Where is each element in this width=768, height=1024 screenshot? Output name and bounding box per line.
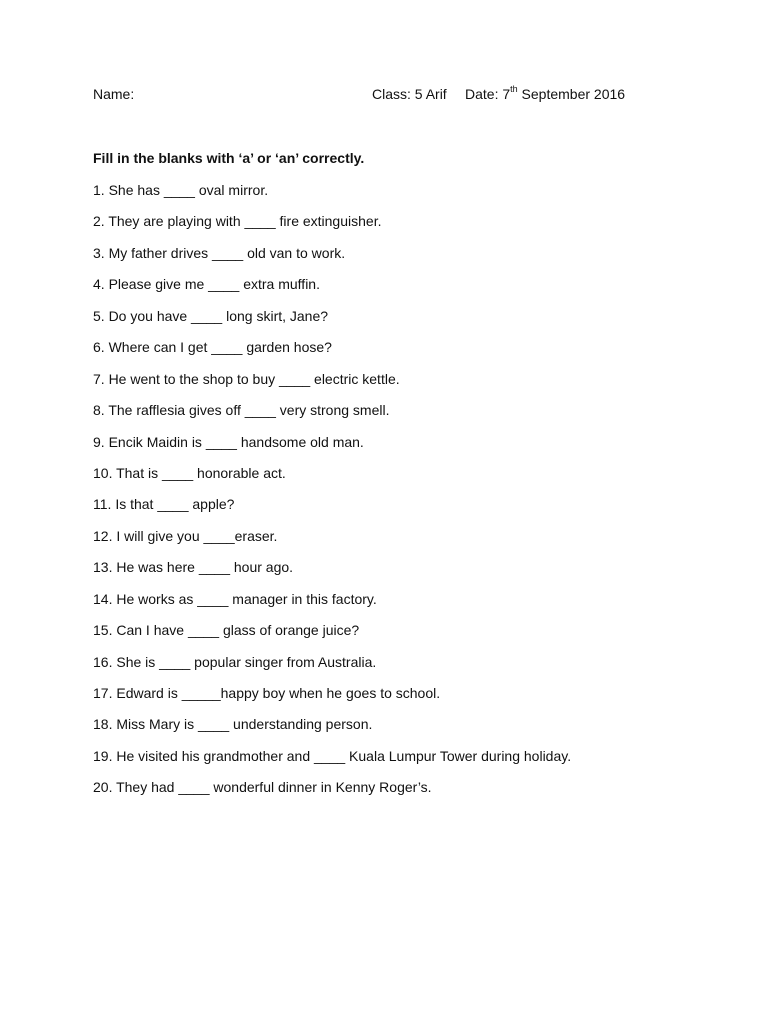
- date-label: [465, 86, 625, 102]
- question-item: 3. My father drives ____ old van to work.: [93, 244, 346, 261]
- date-prefix: Date: 7: [465, 86, 511, 102]
- question-list: [93, 181, 571, 810]
- question-item: 7. He went to the shop to buy ____ electric kettle.: [93, 370, 400, 387]
- question-item: 12. I will give you ____eraser.: [93, 527, 278, 544]
- question-item: 11. Is that ____ apple?: [93, 496, 235, 513]
- question-item: 18. Miss Mary is ____ understanding person.: [93, 716, 373, 733]
- question-item: 10. That is ____ honorable act.: [93, 464, 286, 481]
- question-item: 5. Do you have ____ long skirt, Jane?: [93, 307, 329, 324]
- worksheet-header: [93, 86, 693, 106]
- question-item: 9. Encik Maidin is ____ handsome old man.: [93, 433, 364, 450]
- question-item: 14. He works as ____ manager in this factory.: [93, 590, 377, 607]
- date-suffix: September 2016: [517, 86, 626, 102]
- question-item: 6. Where can I get ____ garden hose?: [93, 339, 332, 356]
- question-item: 17. Edward is _____happy boy when he goes to school.: [93, 685, 441, 701]
- question-item: 16. She is ____ popular singer from Australia.: [93, 653, 377, 670]
- question-item: 4. Please give me ____ extra muffin.: [93, 276, 320, 293]
- instruction-heading: Fill in the blanks with ‘a’ or ‘an’ correctly.: [93, 150, 365, 166]
- question-item: 1. She has ____ oval mirror.: [93, 182, 269, 198]
- class-label: Class: 5 Arif: [372, 86, 447, 102]
- question-item: 8. The rafflesia gives off ____ very strong smell.: [93, 402, 390, 419]
- date-ordinal-suffix: th: [510, 84, 518, 95]
- question-item: 13. He was here ____ hour ago.: [93, 559, 294, 576]
- question-item: 2. They are playing with ____ fire extinguisher.: [93, 213, 382, 230]
- question-item: 19. He visited his grandmother and ____ Kuala Lumpur Tower during holiday.: [93, 747, 572, 764]
- question-item: 15. Can I have ____ glass of orange juice?: [93, 622, 360, 639]
- name-label: Name:: [93, 86, 135, 102]
- question-item: 20. They had ____ wonderful dinner in Kenny Roger’s.: [93, 779, 432, 796]
